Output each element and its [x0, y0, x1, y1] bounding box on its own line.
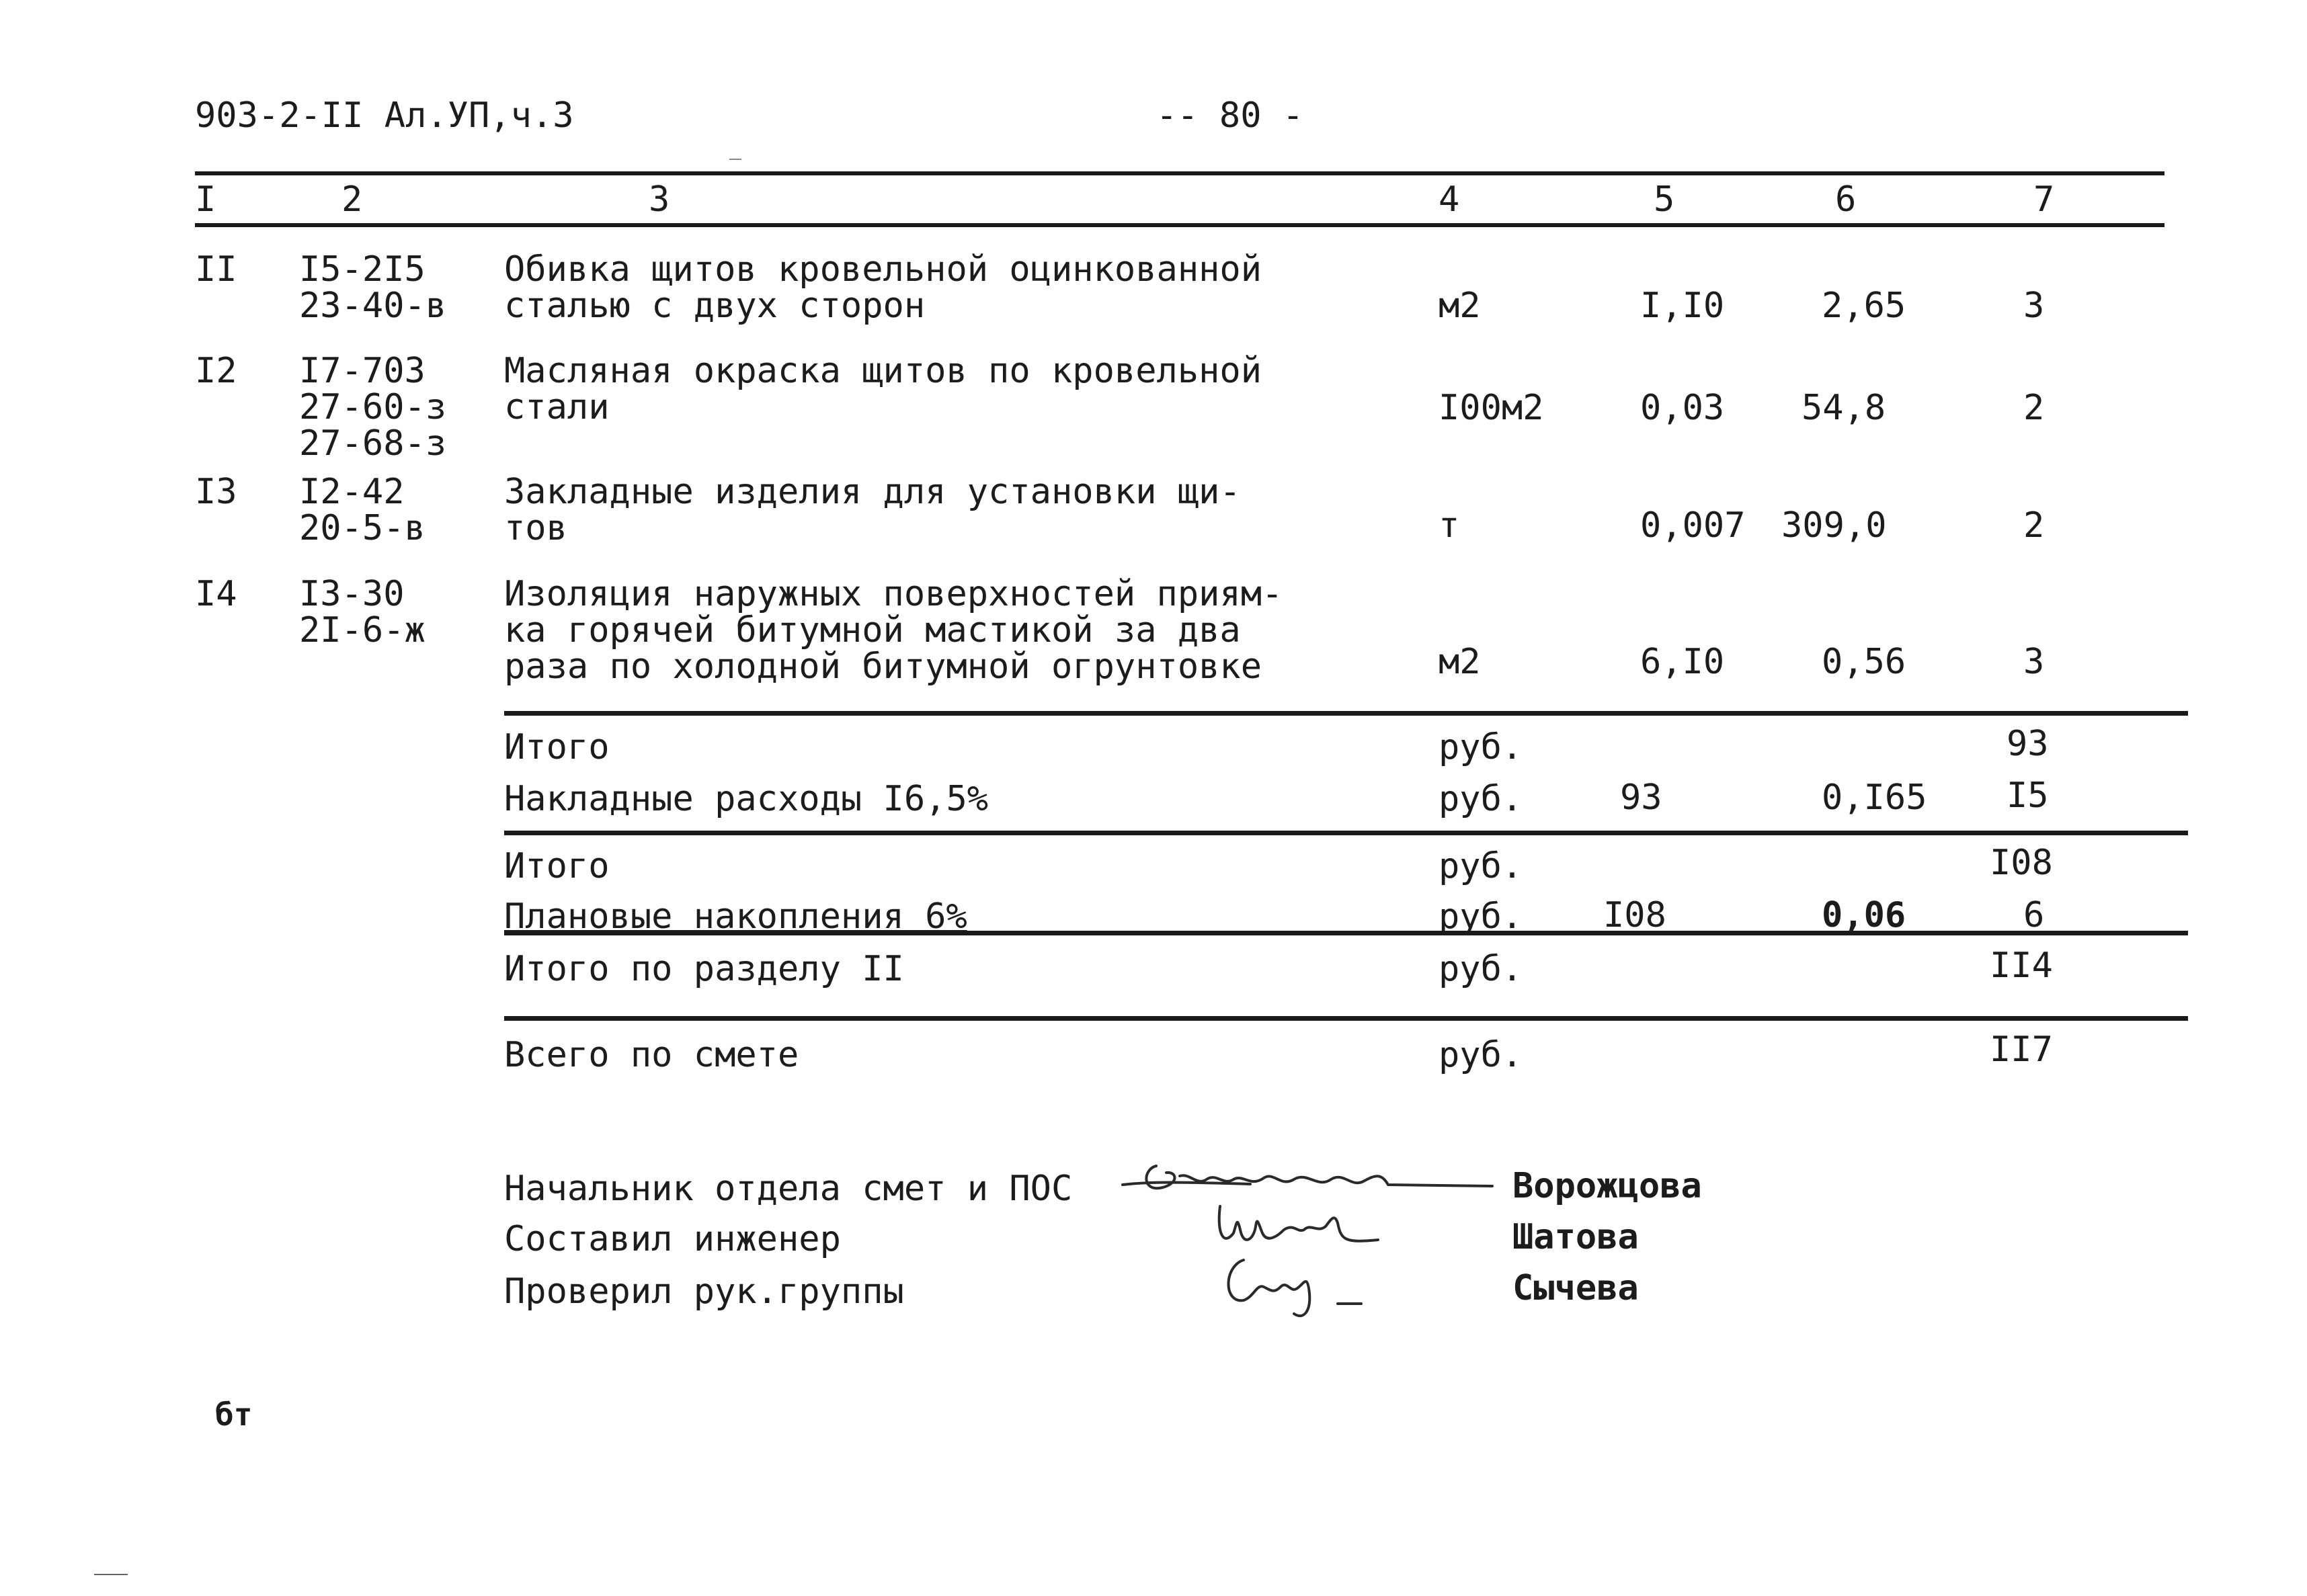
summary-unit: руб.	[1439, 1035, 1523, 1075]
row-unit: т	[1439, 505, 1460, 546]
column-header-1: I	[195, 179, 216, 220]
row-number: I3	[195, 472, 237, 512]
row-quantity: 0,007	[1640, 505, 1746, 546]
signature-role: Проверил рук.группы	[504, 1271, 904, 1312]
handwritten-signature	[1217, 1247, 1391, 1327]
footer-mark: бт	[215, 1396, 253, 1433]
signature-name: Ворожцова	[1512, 1166, 1702, 1206]
summary-unit: руб.	[1439, 779, 1523, 819]
column-header-2: 2	[341, 179, 363, 220]
signature-name: Шатова	[1512, 1217, 1639, 1257]
signature-role: Начальник отдела смет и ПОС	[504, 1169, 1073, 1209]
row-codes: I3-30 2I-6-ж	[299, 574, 426, 650]
summary-label: Итого	[504, 846, 610, 886]
row-unit-price: 54,8	[1802, 388, 1886, 428]
signature-role: Составил инженер	[504, 1219, 841, 1259]
table-top-rule	[195, 171, 2164, 175]
summary-unit: руб.	[1439, 949, 1523, 989]
summary-label: Итого по разделу II	[504, 949, 904, 989]
summary-label: Накладные расходы I6,5%	[504, 779, 989, 819]
column-header-6: 6	[1835, 179, 1857, 220]
row-number: I4	[195, 574, 237, 614]
row-quantity: 6,I0	[1640, 642, 1725, 682]
summary-base: I08	[1603, 895, 1666, 935]
summary-total: I08	[1990, 843, 2053, 883]
summary-unit: руб.	[1439, 727, 1523, 767]
row-unit-price: 309,0	[1781, 505, 1887, 546]
summary-unit: руб.	[1439, 846, 1523, 886]
summary-rule	[504, 831, 2188, 835]
row-codes: I5-2I5 23-40-в	[299, 249, 447, 326]
row-unit: м2	[1439, 642, 1481, 682]
summary-total: I5	[2007, 775, 2049, 816]
row-unit: I00м2	[1439, 388, 1544, 428]
row-total: 3	[2023, 642, 2045, 682]
row-quantity: I,I0	[1640, 286, 1725, 326]
row-number: II	[195, 249, 237, 290]
summary-total: 6	[2023, 895, 2045, 935]
row-unit: м2	[1439, 286, 1481, 326]
summary-label: Плановые накопления 6%	[504, 896, 967, 937]
document-code: 903-2-II Ал.УП,ч.3	[195, 95, 574, 136]
column-header-5: 5	[1654, 179, 1675, 220]
summary-label: Всего по смете	[504, 1035, 799, 1075]
signature-name: Сычева	[1512, 1268, 1639, 1308]
summary-rule	[504, 1016, 2188, 1021]
summary-rate: 0,I65	[1822, 778, 1927, 818]
scan-artifact	[729, 159, 741, 160]
summary-rate: 0,06	[1822, 895, 1906, 935]
table-header-rule	[195, 223, 2164, 227]
row-description: Закладные изделия для установки щи- тов	[504, 472, 1241, 548]
column-header-4: 4	[1439, 179, 1460, 220]
row-total: 2	[2023, 505, 2045, 546]
row-codes: I7-703 27-60-з 27-68-з	[299, 351, 447, 464]
row-total: 3	[2023, 286, 2045, 326]
column-header-7: 7	[2033, 179, 2055, 220]
page-number: -- 80 -	[1156, 95, 1304, 136]
summary-unit: руб.	[1439, 896, 1523, 937]
summary-total: 93	[2007, 724, 2049, 764]
row-description: Изоляция наружных поверхностей приям- ка горячей битумной мастикой за два раза по холодной битумной огрунтовке	[504, 574, 1283, 687]
summary-rule	[504, 711, 2188, 716]
row-quantity: 0,03	[1640, 388, 1725, 428]
column-header-3: 3	[649, 179, 670, 220]
row-description: Масляная окраска щитов по кровельной стали	[504, 351, 1262, 427]
row-unit-price: 2,65	[1822, 286, 1906, 326]
row-unit-price: 0,56	[1822, 642, 1906, 682]
summary-total: II4	[1990, 946, 2053, 986]
row-codes: I2-42 20-5-в	[299, 472, 426, 548]
row-description: Обивка щитов кровельной оцинкованной сталью с двух сторон	[504, 249, 1262, 326]
summary-total: II7	[1990, 1030, 2053, 1070]
summary-label: Итого	[504, 727, 610, 767]
summary-base: 93	[1620, 778, 1662, 818]
scan-artifact	[94, 1574, 128, 1575]
row-total: 2	[2023, 388, 2045, 428]
row-number: I2	[195, 351, 237, 391]
